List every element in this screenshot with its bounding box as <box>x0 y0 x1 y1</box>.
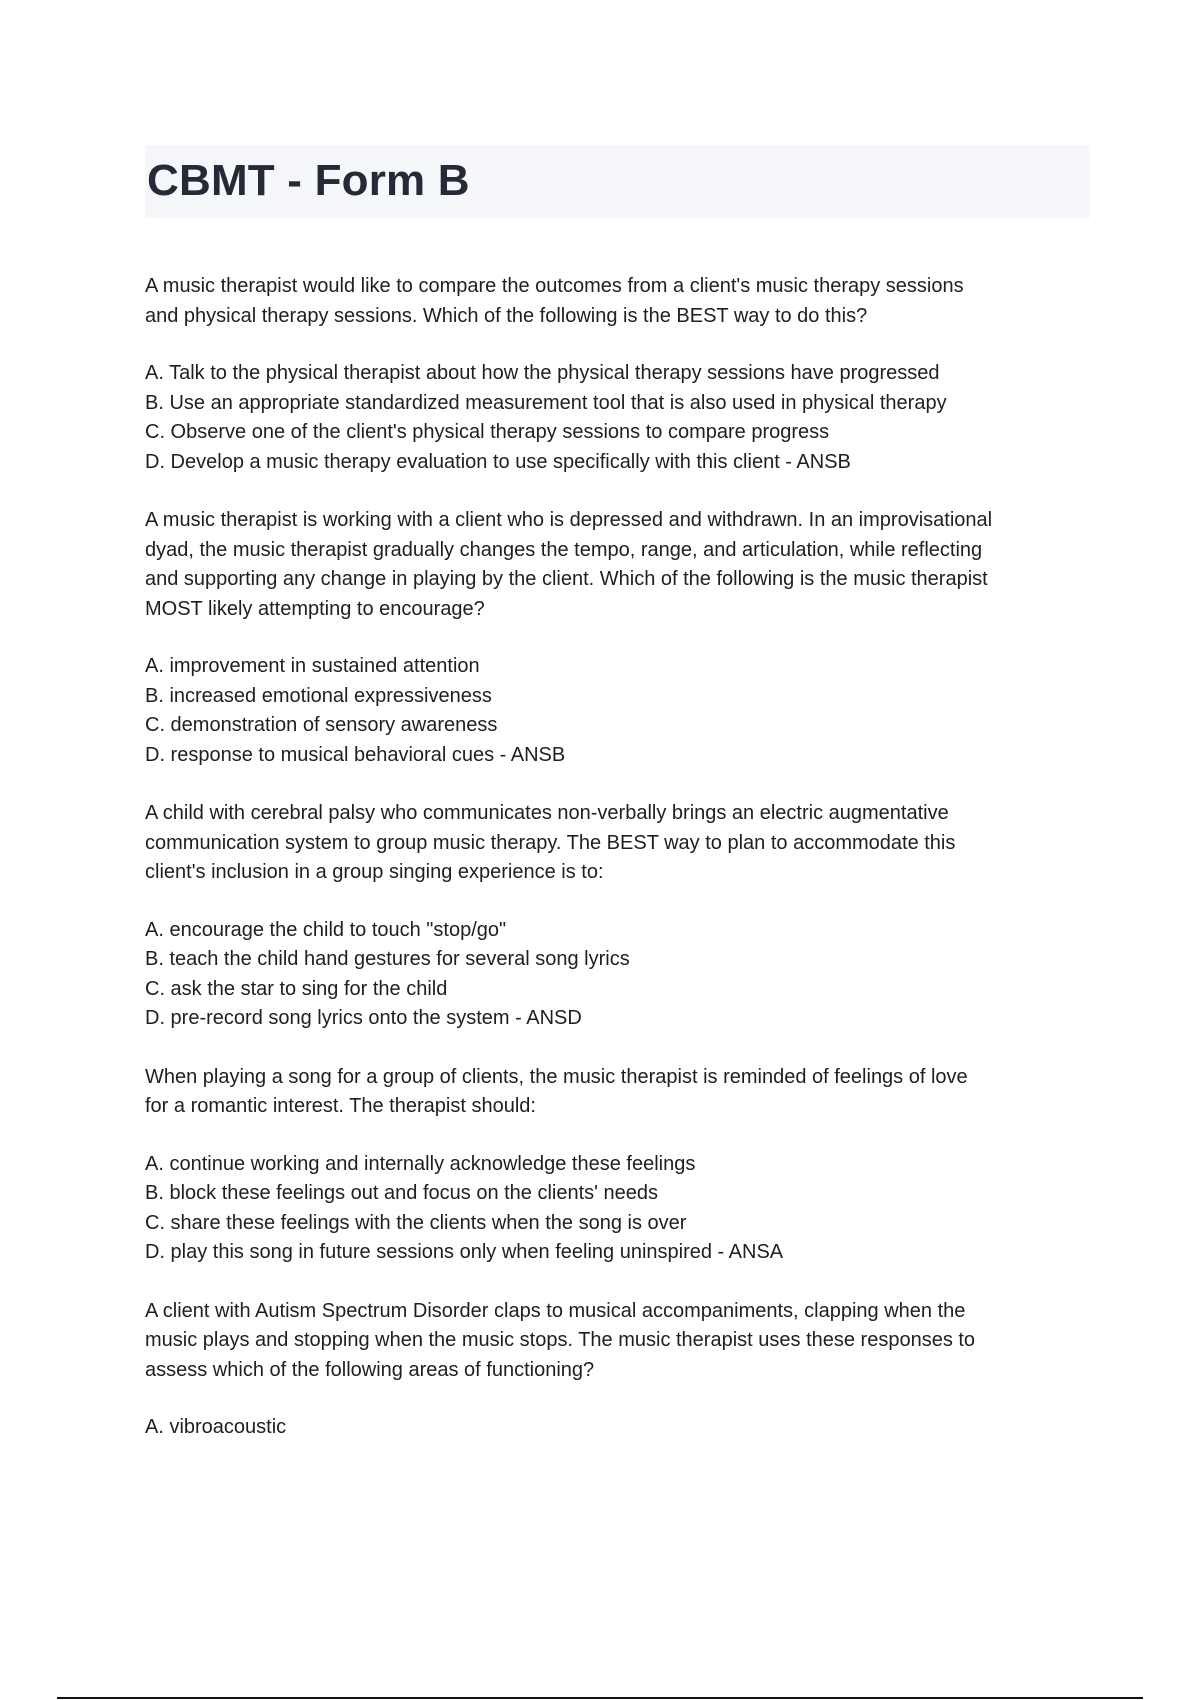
answer-option: A. vibroacoustic <box>145 1416 287 1438</box>
answer-option: B. teach the child hand gestures for several song lyrics <box>145 948 630 970</box>
answer-option: A. improvement in sustained attention <box>145 655 480 677</box>
question-text: A child with cerebral palsy who communicates non-verbally brings an electric augmentative communication system to group music therapy. The BEST way to plan to accommodate this client's inclusion in a group singing experience is to: <box>145 802 956 883</box>
answer-options <box>145 916 1090 1034</box>
answer-option: A. encourage the child to touch "stop/go" <box>145 918 507 941</box>
answer-options <box>145 359 1090 477</box>
answer-option: B. block these feelings out and focus on the clients' needs <box>145 1182 659 1204</box>
question-list <box>145 272 1090 1472</box>
question-text: A client with Autism Spectrum Disorder claps to musical accompaniments, clapping when the music plays and stopping when the music stops. The music therapist uses these responses to assess which of the following areas of functioning? <box>145 1299 976 1381</box>
question-block <box>145 1297 1090 1443</box>
answer-option: C. Observe one of the client's physical therapy sessions to compare progress <box>145 421 830 443</box>
answer-option: A. Talk to the physical therapist about how the physical therapy sessions have progressed <box>145 362 940 384</box>
question-block <box>145 272 1090 477</box>
answer-option: C. demonstration of sensory awareness <box>145 714 498 736</box>
answer-option: B. Use an appropriate standardized measurement tool that is also used in physical therapy <box>145 391 947 414</box>
answer-option: D. pre-record song lyrics onto the system - ANSD <box>145 1007 582 1029</box>
question-block <box>145 1063 1090 1268</box>
answer-options <box>145 652 1090 770</box>
question-text: When playing a song for a group of clients, the music therapist is reminded of feelings of love for a romantic interest. The therapist should: <box>145 1065 968 1117</box>
answer-options <box>145 1413 1090 1443</box>
answer-option: D. play this song in future sessions only when feeling uninspired - ANSA <box>145 1241 784 1263</box>
answer-option: C. share these feelings with the clients when the song is over <box>145 1211 687 1234</box>
question-text: A music therapist would like to compare the outcomes from a client's music therapy sessions and physical therapy sessions. Which of the following is the BEST way to do this? <box>145 275 964 327</box>
answer-option: A. continue working and internally acknowledge these feelings <box>145 1152 696 1175</box>
question-block <box>145 799 1090 1034</box>
answer-option: D. response to musical behavioral cues - ANSB <box>145 743 566 766</box>
answer-option: C. ask the star to sing for the child <box>145 977 448 1000</box>
title-banner <box>145 145 1090 218</box>
page-divider <box>57 1697 1143 1699</box>
answer-options <box>145 1150 1090 1268</box>
question-text: A music therapist is working with a client who is depressed and withdrawn. In an improvisational dyad, the music therapist gradually changes the tempo, range, and articulation, while reflecting and supporting any change in playing by the client. Which of the following is the music therapist MOST likely attempting to encourage? <box>145 509 993 620</box>
answer-option: D. Develop a music therapy evaluation to use specifically with this client - ANSB <box>145 450 851 473</box>
question-block <box>145 506 1090 770</box>
answer-option: B. increased emotional expressiveness <box>145 684 492 707</box>
page-title: CBMT - Form B <box>147 156 470 205</box>
